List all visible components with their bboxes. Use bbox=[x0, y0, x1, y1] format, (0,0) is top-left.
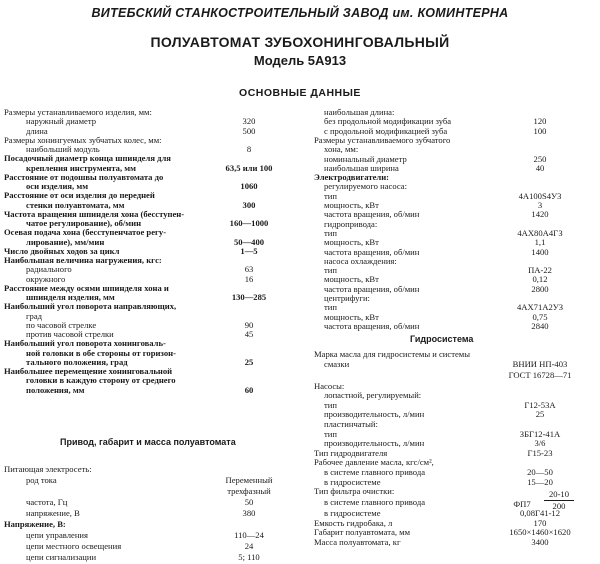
left-label-7: Расстояние от подошвы полуавтомата до bbox=[4, 171, 164, 182]
right-label-6: наибольшая ширина bbox=[324, 162, 399, 173]
right2-label-16: в гидросистеме bbox=[324, 508, 381, 519]
left-label-22: град bbox=[26, 310, 43, 321]
left-label-11: Частота вращения шпинделя хона (бесступен- bbox=[4, 208, 185, 219]
left-value-23: 90 bbox=[244, 319, 254, 330]
right-label-8: регулируемого насоса: bbox=[324, 181, 407, 192]
right-label-12: гидропривода: bbox=[324, 218, 378, 229]
left-value-4: 8 bbox=[246, 144, 252, 154]
left-label-29: головки в каждую сторону от среднего bbox=[26, 375, 176, 386]
right-label-23: частота вращения, об/мин bbox=[324, 320, 420, 331]
right-label-4: хона, мм: bbox=[324, 144, 359, 155]
left-label-30: положения, мм bbox=[26, 384, 85, 395]
right-value-15: 1400 bbox=[531, 246, 549, 257]
left-value-20: 130—285 bbox=[231, 292, 267, 302]
left-value-15: 1—5 bbox=[240, 245, 258, 256]
left-label-24: против часовой стрелки bbox=[26, 329, 114, 339]
left-subsection: Привод, габарит и масса полуавтомата bbox=[60, 437, 236, 447]
left-label-6: крепления инструмента, мм bbox=[26, 162, 136, 173]
right2-label-6: производительность, л/мин bbox=[324, 409, 425, 420]
left-label-9: Расстояние от оси изделия до передней bbox=[4, 190, 155, 201]
left-value-18: 16 bbox=[244, 273, 254, 284]
right-label-14: мощность, кВт bbox=[324, 237, 379, 248]
left-label-13: Осевая подача хона (бесступенчатое регу- bbox=[4, 227, 167, 238]
right-label-19: частота вращения, об/мин bbox=[324, 283, 420, 294]
left-label-14: лирование), мм/мин bbox=[26, 236, 105, 247]
page-title: ПОЛУАВТОМАТ ЗУБОХОНИНГОВАЛЬНЫЙ bbox=[150, 34, 450, 50]
left-value-10: 300 bbox=[242, 199, 256, 210]
right-subsection: Гидросистема bbox=[410, 334, 474, 344]
right2-value-9: 3/6 bbox=[534, 438, 546, 449]
right2-value-13: 15—20 bbox=[527, 476, 553, 487]
model-number: Модель 5А913 bbox=[253, 53, 347, 68]
right-label-5: номинальный диаметр bbox=[324, 153, 407, 164]
right-label-16: насоса охлаждения: bbox=[324, 255, 397, 266]
left2-label-5: Напряжение, В: bbox=[4, 519, 66, 529]
left2-value-1: Переменный bbox=[225, 475, 273, 485]
fraction-numerator: 20-10 bbox=[548, 489, 570, 500]
left2-value-2: трехфазный bbox=[227, 486, 271, 496]
right2-value-8: ЗБГ12-41А bbox=[519, 428, 561, 439]
right-value-1: 120 bbox=[533, 116, 547, 127]
right-label-20: центрифуги: bbox=[324, 293, 370, 303]
right2-value-12: 20—50 bbox=[527, 467, 553, 477]
right2-value-6: 25 bbox=[535, 409, 545, 420]
right2-label-15: в системе главного привода bbox=[324, 497, 426, 508]
left-value-8: 1060 bbox=[240, 181, 258, 191]
left2-label-3: частота, Гц bbox=[26, 497, 68, 507]
right2-value-1: ВНИИ НП-403 bbox=[512, 358, 568, 369]
right-value-5: 250 bbox=[533, 153, 547, 164]
right2-value-19: 3400 bbox=[531, 537, 549, 547]
left-label-0: Размеры устанавливаемого изделия, мм: bbox=[4, 107, 152, 117]
right-label-11: частота вращения, об/мин bbox=[324, 209, 420, 220]
right2-value-16: 0,08Г41-12 bbox=[519, 508, 561, 519]
left-label-2: длина bbox=[26, 125, 48, 136]
left-label-16: Наибольшая величина нагружения, кгс: bbox=[4, 255, 162, 265]
left-value-14: 50—400 bbox=[233, 236, 265, 247]
right2-value-15: ФП7 bbox=[513, 499, 531, 510]
left-value-27: 25 bbox=[244, 356, 254, 367]
right2-label-19: Масса полуавтомата, кг bbox=[314, 537, 401, 547]
left-value-1: 320 bbox=[242, 116, 256, 127]
right2-label-8: тип bbox=[324, 428, 337, 439]
right2-label-14: Тип фильтра очистки: bbox=[314, 486, 395, 497]
left-value-24: 45 bbox=[244, 329, 254, 339]
right-value-6: 40 bbox=[535, 162, 545, 173]
left-label-4: наибольший модуль bbox=[26, 144, 100, 154]
left-label-1: наружный диаметр bbox=[26, 116, 97, 127]
right-label-10: мощность, кВт bbox=[324, 200, 379, 210]
right2-label-4: лопастной, регулируемый: bbox=[324, 390, 422, 401]
left-label-15: Число двойных ходов за цикл bbox=[4, 245, 120, 256]
right2-value-10: Г15-23 bbox=[527, 447, 553, 458]
plant-name: ВИТЕБСКИЙ СТАНКОСТРОИТЕЛЬНЫЙ ЗАВОД им. КОМИНТЕРНА bbox=[91, 6, 509, 20]
right-label-7: Электродвигатели: bbox=[314, 172, 390, 183]
right2-value-2: ГОСТ 16728—71 bbox=[508, 369, 572, 380]
left2-label-0: Питающая электросеть: bbox=[4, 464, 92, 474]
right-label-9: тип bbox=[324, 190, 337, 201]
right2-value-17: 170 bbox=[533, 517, 547, 528]
right-value-23: 2840 bbox=[531, 320, 549, 331]
left-label-20: шпинделя изделия, мм bbox=[26, 292, 115, 302]
right2-label-5: тип bbox=[324, 399, 337, 410]
left-value-12: 160—1000 bbox=[229, 218, 269, 228]
left-label-10: стенки полуавтомата, мм bbox=[26, 199, 125, 210]
left-label-28: Наибольшее перемещение хонинговальной bbox=[4, 366, 173, 376]
right-label-2: с продольной модификацией зуба bbox=[324, 125, 448, 136]
left-value-2: 500 bbox=[242, 125, 256, 136]
right-label-21: тип bbox=[324, 302, 337, 313]
right-value-2: 100 bbox=[533, 125, 547, 136]
left-label-21: Наибольший угол поворота направляющих, bbox=[4, 301, 177, 312]
right-value-17: ПА-22 bbox=[528, 265, 552, 276]
left2-label-1: род тока bbox=[26, 475, 57, 485]
left2-value-7: 24 bbox=[244, 541, 254, 551]
right-label-1: без продольной модификации зуба bbox=[324, 116, 452, 127]
left-value-30: 60 bbox=[244, 384, 254, 395]
left-label-12: чатое регулирование), об/мин bbox=[26, 218, 142, 228]
left-value-6: 63,5 или 100 bbox=[225, 162, 273, 173]
right-label-17: тип bbox=[324, 265, 337, 276]
left-label-19: Расстояние между осями шпинделя хона и bbox=[4, 282, 169, 293]
fraction-denominator: 200 bbox=[552, 501, 566, 512]
right2-label-1: смазки bbox=[324, 358, 350, 369]
left2-value-8: 5; 110 bbox=[238, 552, 260, 562]
left-label-18: окружного bbox=[26, 273, 66, 284]
left2-label-7: цепи местного освещения bbox=[26, 541, 122, 551]
right-label-0: наибольшая длина: bbox=[324, 107, 395, 117]
right2-label-12: в системе главного привода bbox=[324, 467, 426, 477]
left2-label-4: напряжение, В bbox=[26, 508, 80, 518]
right2-label-9: производительность, л/мин bbox=[324, 438, 425, 449]
right2-value-18: 1650×1460×1620 bbox=[509, 527, 571, 538]
right-value-9: 4А100S4У3 bbox=[518, 190, 562, 201]
right-value-10: 3 bbox=[537, 200, 543, 210]
left2-value-3: 50 bbox=[244, 497, 254, 507]
right-label-22: мощность, кВт bbox=[324, 311, 379, 322]
right2-value-5: Г12-53А bbox=[524, 399, 556, 410]
right-value-11: 1420 bbox=[531, 209, 549, 220]
right-label-13: тип bbox=[324, 227, 337, 238]
left-label-23: по часовой стрелке bbox=[26, 319, 97, 330]
right-value-13: 4АХ80А4ГЗ bbox=[517, 227, 563, 238]
right2-label-17: Емкость гидробака, л bbox=[314, 517, 393, 528]
left2-label-8: цепи сигнализации bbox=[26, 552, 97, 562]
left2-label-6: цепи управления bbox=[26, 530, 88, 540]
right2-label-18: Габарит полуавтомата, мм bbox=[314, 527, 411, 538]
right-value-18: 0,12 bbox=[532, 274, 548, 285]
left2-value-6: 110—24 bbox=[234, 530, 264, 540]
right2-label-10: Тип гидродвигателя bbox=[314, 447, 388, 458]
left-label-17: радиального bbox=[26, 264, 72, 275]
right2-label-0: Марка масла для гидросистемы и системы bbox=[314, 349, 471, 359]
left-label-25: Наибольший угол поворота хонинговаль- bbox=[4, 338, 166, 349]
section-main-heading: ОСНОВНЫЕ ДАННЫЕ bbox=[239, 87, 361, 99]
right-label-15: частота вращения, об/мин bbox=[324, 246, 420, 257]
right2-label-7: пластинчатый: bbox=[324, 419, 378, 429]
left-value-17: 63 bbox=[244, 264, 254, 275]
right-label-18: мощность, кВт bbox=[324, 274, 379, 285]
right-value-19: 2800 bbox=[531, 283, 549, 294]
right2-label-11: Рабочее давление масла, кгс/см², bbox=[314, 457, 434, 468]
left-label-27: тального положения, град bbox=[26, 356, 128, 367]
left2-value-4: 380 bbox=[242, 508, 256, 518]
right-value-14: 1,1 bbox=[534, 237, 546, 248]
right2-label-3: Насосы: bbox=[314, 380, 345, 391]
left-label-8: оси изделия, мм bbox=[26, 181, 89, 191]
right-value-22: 0,75 bbox=[532, 311, 548, 322]
left-label-3: Размеры хонингуемых зубчатых колес, мм: bbox=[4, 134, 162, 145]
right-value-21: 4АХ71А2УЗ bbox=[516, 302, 564, 313]
right2-label-13: в гидросистеме bbox=[324, 476, 381, 487]
right-label-3: Размеры устанавливаемого зубчатого bbox=[314, 134, 451, 145]
left-label-26: ной головки в обе стороны от горизон- bbox=[26, 347, 176, 358]
left-label-5: Посадочный диаметр конца шпинделя для bbox=[4, 153, 171, 164]
